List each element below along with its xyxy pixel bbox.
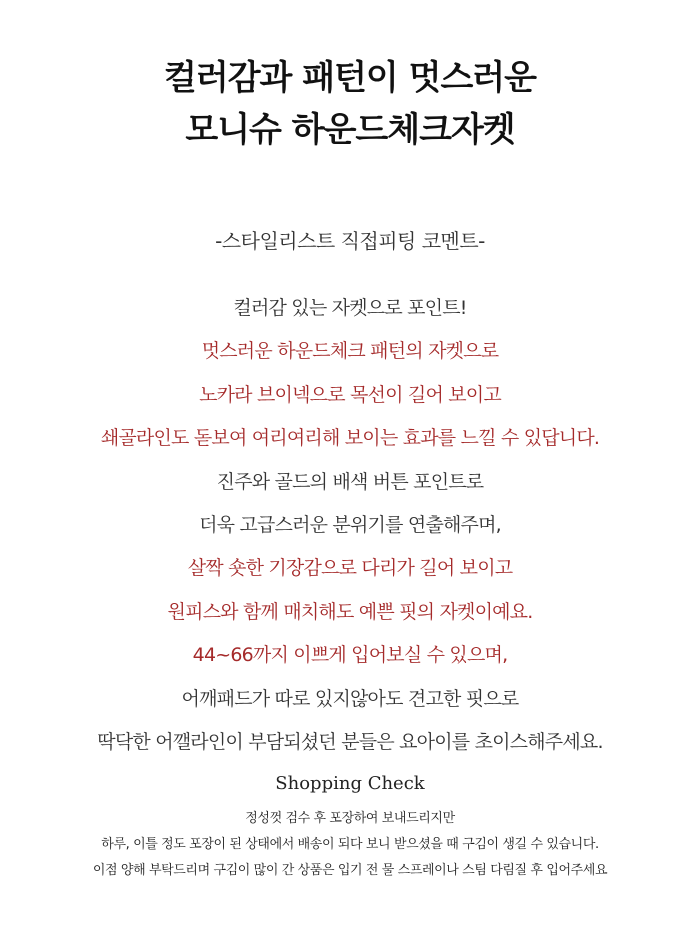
- product-title: [0, 52, 700, 156]
- shopping-check-line: 정성껏 검수 후 포장하여 보내드리지만: [245, 811, 455, 826]
- shopping-check-line: 이점 양해 부탁드리며 구김이 많이 간 상품은 입기 전 물 스프레이나 스팀 다림질 후 입어주세요: [92, 863, 608, 878]
- comment-line: 멋스러운 하운드체크 패턴의 자켓으로: [201, 340, 499, 363]
- shopping-check-title: Shopping Check: [275, 773, 425, 794]
- stylist-comment-heading: -스타일리스트 직접피팅 코멘트-: [215, 229, 485, 253]
- shopping-check-notice: [0, 806, 700, 884]
- comment-line: 노카라 브이넥으로 목선이 길어 보이고: [199, 383, 501, 406]
- product-title-line-2: 모니슈 하운드체크자켓: [185, 110, 515, 150]
- shopping-check-line: 하루, 이틀 정도 포장이 된 상태에서 배송이 되다 보니 받으셨을 때 구김이 생길 수 있습니다.: [101, 837, 599, 852]
- comment-line: 살짝 숏한 기장감으로 다리가 길어 보이고: [187, 557, 513, 580]
- comment-line: 44~66까지 이쁘게 입어보실 수 있으며,: [192, 644, 508, 667]
- comment-line: 컬러감 있는 자켓으로 포인트!: [233, 297, 467, 319]
- product-title-line-1: 컬러감과 패턴이 멋스러운: [164, 58, 536, 98]
- comment-line: 딱닥한 어깰라인이 부담되셨던 분들은 요아이를 초이스해주세요.: [97, 730, 603, 753]
- stylist-comment-list: [0, 287, 700, 764]
- comment-line: 진주와 골드의 배색 버튼 포인트로: [216, 470, 484, 493]
- comment-line: 쇄골라인도 돋보여 여리여리해 보이는 효과를 느낄 수 있답니다.: [100, 427, 600, 450]
- comment-line: 더욱 고급스러운 분위기를 연출해주며,: [199, 513, 501, 536]
- comment-line: 원피스와 함께 매치해도 예쁜 핏의 자켓이예요.: [167, 600, 533, 623]
- comment-line: 어깨패드가 따로 있지않아도 견고한 핏으로: [181, 687, 519, 710]
